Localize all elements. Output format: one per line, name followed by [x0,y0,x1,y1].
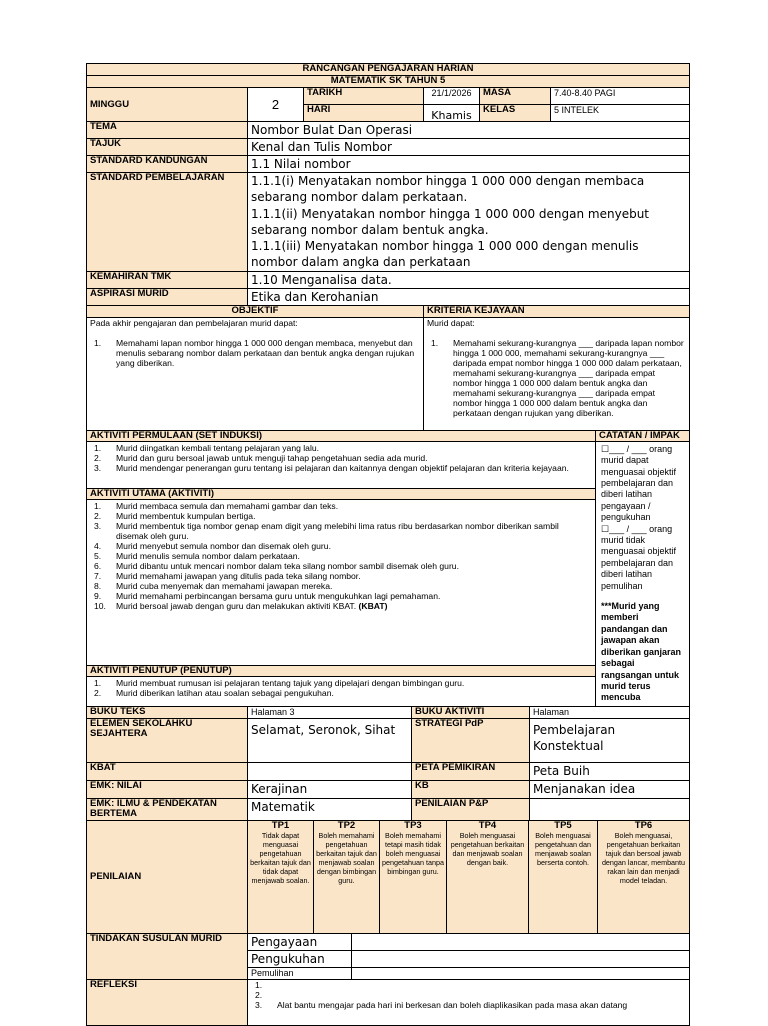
tindakan-label: TINDAKAN SUSULAN MURID [87,933,248,979]
objektif-list [90,338,420,368]
catatan-text-1: ☐___ / ___ orang murid dapat menguasai objektif pembelajaran dan diberi latihan pengayaan / pengukuhan [601,443,677,523]
peta-value: Peta Buih [530,762,690,780]
permulaan-list [90,443,592,473]
penilaian-label: PENILAIAN [87,820,248,933]
penutup-list [90,678,592,698]
emk-nilai-value: Kerajinan [248,780,412,798]
utama-item: 9. Murid memahami perbincangan bersama guru untuk mengukuhkan lagi pemahaman. [94,591,441,602]
lesson-plan-table [86,63,690,707]
penilaian-pp-value [530,798,690,820]
kriteria-header: KRITERIA KEJAYAAN [424,305,690,317]
refleksi-item-3: 3. Alat bantu mengajar pada hari ini berkesan dan boleh diaplikasikan pada masa akan datang [255,999,628,1010]
aktiviti-utama-body [87,500,596,666]
buku-aktiviti-value: Halaman [530,706,690,718]
tema-value: Nombor Bulat Dan Operasi [248,122,690,139]
tp2-cell: TP2 Boleh memahami pengetahuan berkaitan tajuk dan menjawab soalan dengan bimbingan guru. [314,820,380,933]
utama-item: 4. Murid menyebut semula nombor dan disemak oleh guru. [94,541,331,552]
utama-item: 3. Murid membentuk tiga nombor genap enam digit yang melebihi lima ratus ribu berdasarkan nombor diberikan sambil disemak oleh guru. [94,521,559,542]
elemen-value: Selamat, Seronok, Sihat [248,718,412,762]
standard-pembelajaran-label: STANDARD PEMBELAJARAN [87,173,248,272]
emk-ilmu-label: EMK: ILMU & PENDEKATAN BERTEMA [87,798,248,820]
sp-line-3: 1.1.1(iii) Menyatakan nombor hingga 1 000 000 dengan menulis nombor dalam angka dan perkataan [251,239,639,270]
buku-teks-value: Halaman 3 [248,706,412,718]
lesson-plan-sheet [86,63,689,1026]
tp4-desc: Boleh menguasai pengetahuan berkaitan dan menjawab soalan dengan baik. [450,830,525,867]
kbat-value [248,762,412,780]
tp4-cell: TP4 Boleh menguasai pengetahuan berkaitan dan menjawab soalan dengan baik. [447,820,529,933]
buku-aktiviti-label: BUKU AKTIVITI [412,706,530,718]
kriteria-body [424,317,690,430]
kelas-label: KELAS [480,105,551,122]
utama-list [90,501,592,611]
permulaan-item: 1. Murid diingatkan kembali tentang pelajaran yang lalu. [94,442,320,453]
page-subtitle: MATEMATIK SK TAHUN 5 [87,76,690,88]
tarikh-value: 21/1/2026 [424,88,480,105]
minggu-label: MINGGU [87,88,248,122]
assessment-table [86,706,690,821]
hari-label: HARI [304,105,424,122]
masa-label: MASA [480,88,551,105]
catatan-body [596,441,690,706]
sp-line-1: 1.1.1(i) Menyatakan nombor hingga 1 000 000 dengan membaca sebarang nombor dalam perkataan. [251,174,645,205]
susulan-table [86,933,690,1026]
tp6-cell: TP6 Boleh menguasai, pengetahuan berkaitan tajuk dan bersoal jawab dengan lancar, membantu rakan lain dan menjadi model teladan. [598,820,690,933]
utama-item: 1. Murid membaca semula dan memahami gambar dan teks. [94,501,339,512]
utama-item: 2. Murid membentuk kumpulan bertiga. [94,511,256,522]
tindakan-pemulihan: Pemulihan [248,967,352,979]
aspirasi-murid-label: ASPIRASI MURID [87,288,248,305]
tindakan-pengayaan: Pengayaan [248,933,352,950]
permulaan-item: 2. Murid dan guru bersoal jawab untuk menguji tahap pengetahuan sedia ada murid. [94,452,428,463]
tp5-desc: Boleh menguasai pengetahuan dan menjawab soalan berserta contoh. [535,830,591,867]
masa-value: 7.40-8.40 PAGI [551,88,690,105]
emk-ilmu-value: Matematik [248,798,412,820]
tajuk-label: TAJUK [87,139,248,156]
aktiviti-utama-header: AKTIVITI UTAMA (AKTIVITI) [87,489,596,500]
catatan-text-2: ☐___ / ___ orang murid tidak menguasai objektif pembelajaran dan diberi latihan pemulihan [601,523,677,591]
objektif-body [87,317,424,430]
kemahiran-tmk-value: 1.10 Menganalisa data. [248,271,690,288]
kriteria-intro: Murid dapat: [427,317,475,328]
refleksi-label: REFLEKSI [87,979,248,1025]
aktiviti-permulaan-header: AKTIVITI PERMULAAN (SET INDUKSI) [87,430,596,441]
kemahiran-tmk-label: KEMAHIRAN TMK [87,271,248,288]
refleksi-list [251,980,686,1010]
standard-kandungan-label: STANDARD KANDUNGAN [87,156,248,173]
tindakan-pemulihan-value [352,967,690,979]
refleksi-body [248,979,690,1025]
kb-label: KB [412,780,530,798]
aktiviti-penutup-body [87,676,596,706]
tajuk-value: Kenal dan Tulis Nombor [248,139,690,156]
aktiviti-permulaan-body [87,441,596,488]
tp1-cell: TP1 Tidak dapat menguasai pengetahuan berkaitan tajuk dan tidak dapat menjawab soalan. [248,820,314,933]
tp6-desc: Boleh menguasai, pengetahuan berkaitan tajuk dan bersoal jawab dengan lancar, membantu rakan lain dan menjadi model teladan. [601,830,686,885]
buku-teks-label: BUKU TEKS [87,706,248,718]
catatan-text-3: ***Murid yang memberi pandangan dan jawapan akan diberikan ganjaran sebagai rangsangan untuk murid terus mencuba [601,601,682,703]
utama-item: 7. Murid memahami jawapan yang ditulis pada teka silang nombor. [94,571,361,582]
page-title: RANCANGAN PENGAJARAN HARIAN [87,64,690,76]
tarikh-label: TARIKH [304,88,424,105]
permulaan-item: 3. Murid mendengar penerangan guru tentang isi pelajaran dan kaitannya dengan objektif pelajaran dan kriteria kejayaan. [94,462,569,473]
penilaian-pp-label: PENILAIAN P&P [412,798,530,820]
elemen-label: ELEMEN SEKOLAHKU SEJAHTERA [87,718,248,762]
kb-value: Menjanakan idea [530,780,690,798]
tindakan-pengukuhan: Pengukuhan [248,950,352,967]
aktiviti-penutup-header: AKTIVITI PENUTUP (PENUTUP) [87,665,596,676]
refleksi-item-1: 1. [255,979,263,990]
hari-value: Khamis [424,105,480,122]
objektif-intro: Pada akhir pengajaran dan pembelajaran murid dapat: [90,317,298,328]
tp1-desc: Tidak dapat menguasai pengetahuan berkaitan tajuk dan tidak dapat menjawab soalan. [250,830,311,885]
peta-label: PETA PEMIKIRAN [412,762,530,780]
aspirasi-murid-value: Etika dan Kerohanian [248,288,690,305]
utama-item: 10. Murid bersoal jawab dengan guru dan melakukan aktiviti KBAT. (KBAT) [94,601,388,612]
penutup-item: 1. Murid membuat rumusan isi pelajaran tentang tajuk yang dipelajari dengan bimbingan guru. [94,677,465,688]
refleksi-item-2: 2. [255,989,263,1000]
utama-item: 5. Murid menulis semula nombor dalam perkataan. [94,551,300,562]
tindakan-pengayaan-value [352,933,690,950]
tp3-desc: Boleh memahami tetapi masih tidak boleh menguasai pengetahuan tanpa bimbingan guru. [382,830,444,876]
penutup-item: 2. Murid diberikan latihan atau soalan sebagai pengukuhan. [94,687,334,698]
tp5-cell: TP5 Boleh menguasai pengetahuan dan menjawab soalan berserta contoh. [529,820,598,933]
tema-label: TEMA [87,122,248,139]
kriteria-item: 1. Memahami sekurang-kurangnya ___ daripada lapan nombor hingga 1 000 000, memahami sekurang-kurangnya ___ daripada empat nombor hingga 1 000 000 dalam perkataan, memahami sekurang-kurangnya ___ daripada empat nombor hingga 1 000 000 dalam bentuk angka dan memahami sekurang-kurangnya ___ daripada empat nombor hingga 1 000 000 dalam bentuk angka dan perkataan dengan rujukan yang diberikan. [431,337,684,418]
standard-pembelajaran-value [248,173,690,272]
objektif-header: OBJEKTIF [87,305,424,317]
kriteria-list [427,338,686,418]
catatan-header: CATATAN / IMPAK [596,430,690,441]
strategi-label: STRATEGI PdP [412,718,530,762]
minggu-value: 2 [248,88,304,122]
tp2-desc: Boleh memahami pengetahuan berkaitan tajuk dan menjawab soalan dengan bimbingan guru. [316,830,377,885]
penilaian-table [86,820,690,934]
strategi-value: Pembelajaran Konstektual [530,718,690,762]
tp3-cell: TP3 Boleh memahami tetapi masih tidak boleh menguasai pengetahuan tanpa bimbingan guru. [380,820,447,933]
standard-kandungan-value: 1.1 Nilai nombor [248,156,690,173]
objektif-item: 1. Memahami lapan nombor hingga 1 000 000 dengan membaca, menyebut dan menulis sebarang nombor dalam perkataan dan bentuk angka dengan rujukan yang diberikan. [94,337,415,368]
utama-item: 8. Murid cuba menyemak dan memahami jawapan mereka. [94,581,333,592]
tindakan-pengukuhan-value [352,950,690,967]
emk-nilai-label: EMK: NILAI [87,780,248,798]
kbat-label: KBAT [87,762,248,780]
kbat-tag: (KBAT) [356,601,388,612]
utama-item: 6. Murid dibantu untuk mencari nombor dalam teka silang nombor sambil disemak oleh guru. [94,561,459,572]
kelas-value: 5 INTELEK [551,105,690,122]
sp-line-2: 1.1.1(ii) Menyatakan nombor hingga 1 000 000 dengan menyebut sebarang nombor dalam bentuk angka. [251,206,650,237]
